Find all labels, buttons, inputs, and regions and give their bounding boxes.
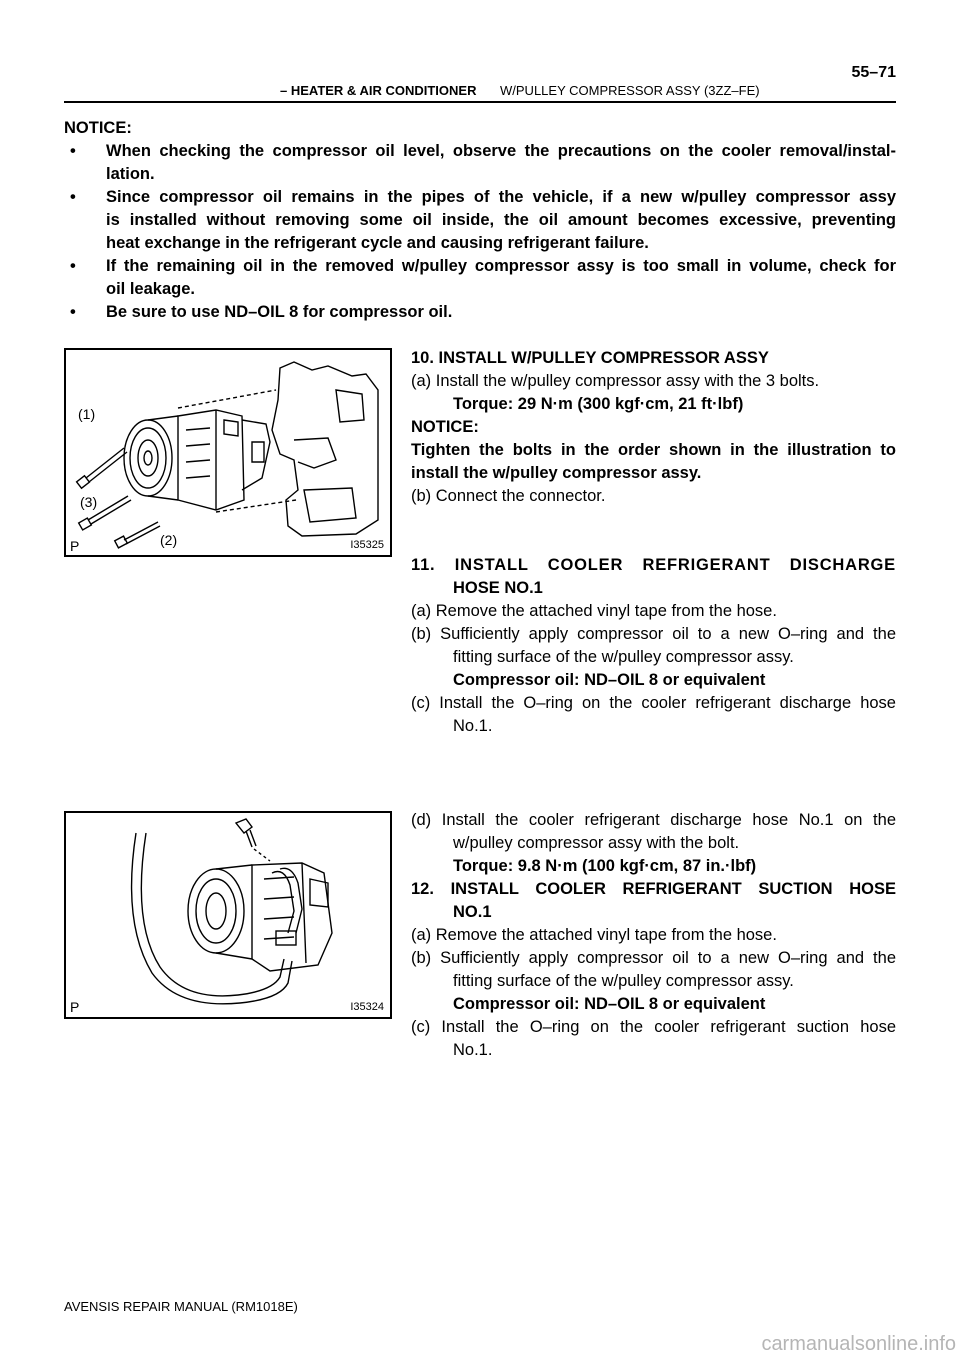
figure-discharge-hose xyxy=(64,811,392,1019)
step-12-title-line-1: 12. INSTALL COOLER REFRIGERANT SUCTION HOSE xyxy=(411,880,896,898)
figure-compressor-bolts xyxy=(64,348,392,557)
figure-label-bolt-3: (3) xyxy=(80,494,98,510)
notice-bullet-1-line-1: When checking the compressor oil level, observe the precautions on the cooler removal/instal- xyxy=(106,142,896,160)
notice-bullet-4-line-1: Be sure to use ND–OIL 8 for compressor oil. xyxy=(106,303,453,321)
figure-id: I35324 xyxy=(350,1001,384,1013)
step-11-b-line-2: fitting surface of the w/pulley compressor assy. xyxy=(453,648,794,666)
step-10-torque: Torque: 29 N·m (300 kgf·cm, 21 ft·lbf) xyxy=(453,395,744,413)
figure-corner-mark: P xyxy=(70,538,80,554)
figure-corner-mark: P xyxy=(70,999,80,1015)
step-11-c-line-1: (c) Install the O–ring on the cooler refrigerant discharge hose xyxy=(411,694,896,712)
footer-manual-id: AVENSIS REPAIR MANUAL (RM1018E) xyxy=(64,1299,298,1314)
notice-bullet-3-line-2: oil leakage. xyxy=(106,280,195,298)
hose-illustration-icon xyxy=(66,813,390,1017)
step-10-b: (b) Connect the connector. xyxy=(411,487,606,505)
step-11-b-line-1: (b) Sufficiently apply compressor oil to a new O–ring and the xyxy=(411,625,896,643)
step-11-d-line-2: w/pulley compressor assy with the bolt. xyxy=(453,834,740,852)
notice-bullet-2-line-2: is installed without removing some oil inside, the oil amount becomes excessive, preventing xyxy=(106,211,896,229)
step-12-c-line-1: (c) Install the O–ring on the cooler refrigerant suction hose xyxy=(411,1018,896,1036)
notice-bullet-2-line-3: heat exchange in the refrigerant cycle and causing refrigerant failure. xyxy=(106,234,649,252)
step-10-notice-title: NOTICE: xyxy=(411,418,479,436)
step-11-torque: Torque: 9.8 N·m (100 kgf·cm, 87 in.·lbf) xyxy=(453,857,757,875)
step-10-notice-line-1: Tighten the bolts in the order shown in the illustration to xyxy=(411,441,896,459)
step-10-a: (a) Install the w/pulley compressor assy with the 3 bolts. xyxy=(411,372,820,390)
step-11-oil-spec: Compressor oil: ND–OIL 8 or equivalent xyxy=(453,671,766,689)
header-section: – HEATER & AIR CONDITIONER xyxy=(280,83,477,98)
step-11-c-line-2: No.1. xyxy=(453,717,493,735)
step-12-b-line-1: (b) Sufficiently apply compressor oil to a new O–ring and the xyxy=(411,949,896,967)
figure-label-bolt-2: (2) xyxy=(160,532,178,548)
step-10-title: 10. INSTALL W/PULLEY COMPRESSOR ASSY xyxy=(411,349,769,367)
bullet-icon: • xyxy=(70,257,76,275)
notice-bullet-1-line-2: lation. xyxy=(106,165,155,183)
step-12-oil-spec: Compressor oil: ND–OIL 8 or equivalent xyxy=(453,995,766,1013)
bullet-icon: • xyxy=(70,303,76,321)
figure-label-bolt-1: (1) xyxy=(78,406,96,422)
step-10-notice-line-2: install the w/pulley compressor assy. xyxy=(411,464,702,482)
header-subsection: W/PULLEY COMPRESSOR ASSY (3ZZ–FE) xyxy=(500,83,760,98)
step-12-b-line-2: fitting surface of the w/pulley compressor assy. xyxy=(453,972,794,990)
notice-bullet-3-line-1: If the remaining oil in the removed w/pulley compressor assy is too small in volume, check for xyxy=(106,257,896,275)
step-11-title-line-2: HOSE NO.1 xyxy=(453,579,543,597)
notice-bullet-2-line-1: Since compressor oil remains in the pipes of the vehicle, if a new w/pulley compressor assy xyxy=(106,188,896,206)
header-rule xyxy=(64,101,896,103)
notice-title: NOTICE: xyxy=(64,119,132,137)
step-12-c-line-2: No.1. xyxy=(453,1041,493,1059)
step-12-title-line-2: NO.1 xyxy=(453,903,492,921)
bullet-icon: • xyxy=(70,142,76,160)
figure-id: I35325 xyxy=(350,539,384,551)
step-11-d-line-1: (d) Install the cooler refrigerant discharge hose No.1 on the xyxy=(411,811,896,829)
page-number: 55–71 xyxy=(851,64,896,81)
step-11-title-line-1: 11. INSTALL COOLER REFRIGERANT DISCHARGE xyxy=(411,556,896,574)
compressor-illustration-icon xyxy=(66,350,390,555)
step-11-a: (a) Remove the attached vinyl tape from the hose. xyxy=(411,602,777,620)
step-12-a: (a) Remove the attached vinyl tape from the hose. xyxy=(411,926,777,944)
bullet-icon: • xyxy=(70,188,76,206)
watermark: carmanualsonline.info xyxy=(761,1333,956,1355)
